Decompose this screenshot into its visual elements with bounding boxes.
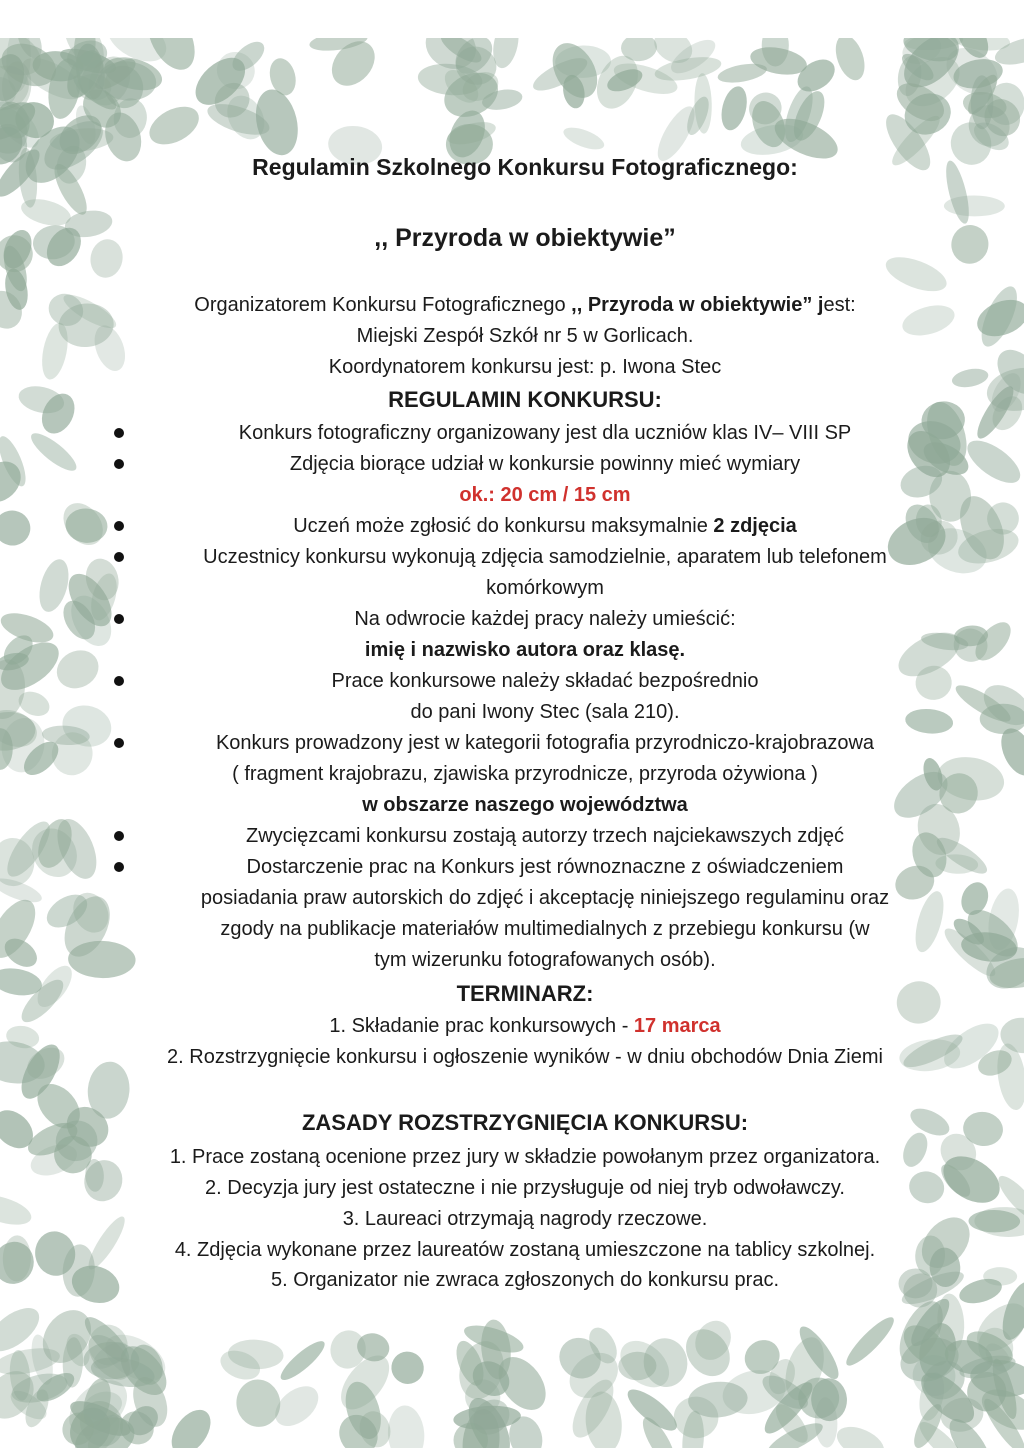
bullet-icon <box>114 831 124 841</box>
judging-item: 5. Organizator nie zwraca zgłoszonych do konkursu prac. <box>270 1269 780 1291</box>
rule-item-cont: tym wizerunku fotografowanych osób). <box>374 949 716 971</box>
rule-item: Zwycięzcami konkursu zostają autorzy trzech najciekawszych zdjęć <box>246 825 844 847</box>
schedule-heading: TERMINARZ: <box>456 981 594 1006</box>
rule-item-cont: posiadania praw autorskich do zdjęć i akceptację niniejszego regulaminu oraz <box>200 887 890 909</box>
leaf-shape <box>0 1190 35 1231</box>
rule-item: Dostarczenie prac na Konkurs jest równoznaczne z oświadczeniem <box>246 856 844 878</box>
leaf-shape <box>233 1376 283 1429</box>
leaf-shape <box>983 1267 1017 1286</box>
page-title: Regulamin Szkolnego Konkursu Fotograficznego: <box>252 154 798 180</box>
rule-item-cont: imię i nazwisko autora oraz klasę. <box>364 639 686 661</box>
text: 1. Składanie prac konkursowych - <box>329 1015 634 1037</box>
bullet-icon <box>114 552 124 562</box>
rule-item: Prace konkursowe należy składać bezpośrednio <box>331 670 759 692</box>
schedule-item: 2. Rozstrzygnięcie konkursu i ogłoszenie wyników - w dniu obchodów Dnia Ziemi <box>167 1046 883 1068</box>
rule-item: Konkurs fotograficzny organizowany jest dla uczniów klas IV– VIII SP <box>238 422 852 444</box>
rule-item-cont: komórkowym <box>486 577 604 599</box>
text: ,, Przyroda w obiektywie” j <box>571 294 824 316</box>
intro-school: Miejski Zespół Szkół nr 5 w Gorlicach. <box>356 325 694 347</box>
leaf-shape <box>0 1236 40 1289</box>
intro-organizer <box>100 293 950 317</box>
bullet-icon <box>114 459 124 469</box>
text: Organizatorem Konkursu Fotograficznego <box>194 294 572 316</box>
rule-item <box>140 514 950 538</box>
leaf-shape <box>386 1404 426 1448</box>
text: Uczeń może zgłosić do konkursu maksymalnie <box>293 515 714 537</box>
bullet-icon <box>114 738 124 748</box>
rule-item-cont: ( fragment krajobrazu, zjawiska przyrodnicze, przyroda ożywiona ) <box>232 763 818 785</box>
leaf-shape <box>830 38 870 84</box>
rule-item-cont: zgody na publikacje materiałów multimedialnych z przebiegu konkursu (w <box>220 918 870 940</box>
leaf-shape <box>832 1420 889 1448</box>
text: 2 zdjęcia <box>713 515 797 537</box>
leaf-shape <box>961 433 1024 491</box>
rule-item: Zdjęcia biorące udział w konkursie powinny mieć wymiary <box>289 453 801 475</box>
judging-item: 1. Prace zostaną ocenione przez jury w składzie powołanym przez organizatora. <box>169 1146 881 1168</box>
schedule-item <box>100 1014 950 1038</box>
leaf-shape <box>164 1403 219 1448</box>
bullet-icon <box>114 614 124 624</box>
leaf-shape <box>143 99 205 152</box>
bullet-icon <box>114 862 124 872</box>
deadline-date: 17 marca <box>633 1015 721 1037</box>
leaf-shape <box>841 1312 899 1371</box>
leaf-shape <box>950 366 989 390</box>
rule-item: Uczestnicy konkursu wykonują zdjęcia samodzielnie, aparatem lub telefonem <box>203 546 887 568</box>
bullet-icon <box>114 521 124 531</box>
leaf-shape <box>948 222 992 268</box>
bullet-icon <box>114 676 124 686</box>
leaf-shape <box>944 195 1005 216</box>
leaf-shape <box>0 508 33 549</box>
intro-coordinator: Koordynatorem konkursu jest: p. Iwona Stec <box>328 356 722 378</box>
leaf-shape <box>385 1345 431 1391</box>
rule-item: Na odwrocie każdej pracy należy umieścić: <box>354 608 736 630</box>
rule-item-cont: w obszarze naszego województwa <box>362 794 688 816</box>
leaf-shape <box>276 1336 329 1385</box>
rule-item: Konkurs prowadzony jest w kategorii fotografia przyrodniczo-krajobrazowa <box>215 732 875 754</box>
rule-item-dimensions: ok.: 20 cm / 15 cm <box>459 484 631 506</box>
rules-heading: REGULAMIN KONKURSU: <box>388 387 662 412</box>
bullet-icon <box>114 428 124 438</box>
page-subtitle: ,, Przyroda w obiektywie” <box>374 224 676 252</box>
leaf-shape <box>561 123 607 154</box>
leaf-shape <box>717 84 751 133</box>
leaf-shape <box>881 250 951 298</box>
judging-heading: ZASADY ROZSTRZYGNIĘCIA KONKURSU: <box>301 1110 749 1135</box>
judging-item: 2. Decyzja jury jest ostateczne i nie przysługuje od niej tryb odwoławczy. <box>205 1177 845 1199</box>
judging-item: 4. Zdjęcia wykonane przez laureatów zostaną umieszczone na tablicy szkolnej. <box>174 1239 876 1261</box>
text: est: <box>823 294 856 316</box>
rule-item-cont: do pani Iwony Stec (sala 210). <box>410 701 680 723</box>
leaf-shape <box>26 428 81 477</box>
judging-item: 3. Laureaci otrzymają nagrody rzeczowe. <box>342 1208 708 1230</box>
